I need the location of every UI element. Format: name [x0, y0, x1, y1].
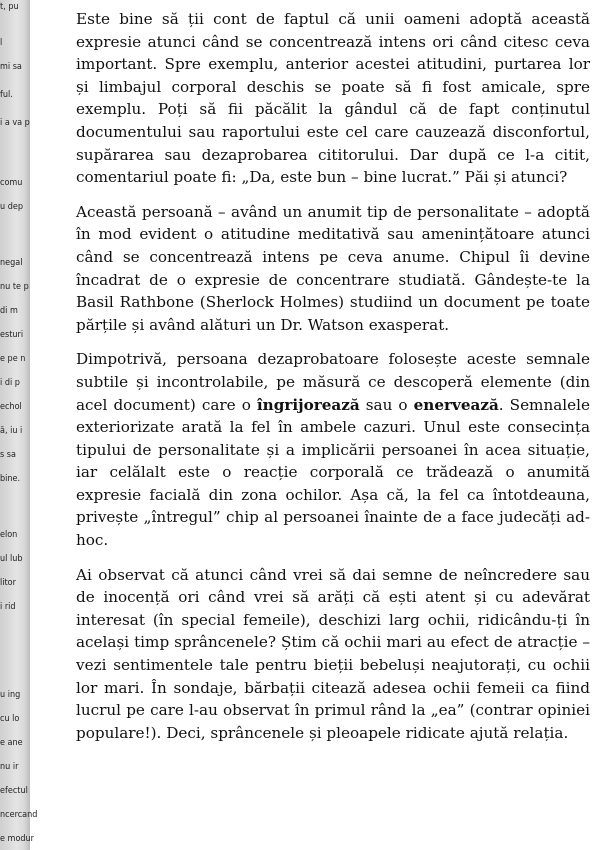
facing-page-fragment: nu te p	[0, 282, 29, 292]
facing-page-fragment: mi sa	[0, 62, 22, 72]
facing-page-fragment: efectul	[0, 786, 28, 796]
facing-page-fragment: i di p	[0, 378, 20, 388]
facing-page-fragment: comu	[0, 178, 23, 188]
text-run: Ai observat că atunci când vrei să dai semne de neîncredere sau de inocență ori când vrei să arăți că ești atent și cu adevărat interesat (în special femeile), deschizi larg ochii, ridicându-ți în același timp sprâncenele? Știm că ochii mari au efect de atracție – vezi sentimentele tale pentru bieții bebeluși neajutorați, cu ochii lor mari. În sondaje, bărbații citează adesea ochii femeii ca fiind lucrul pe care l-au observat în primul rând la „ea” (contrar opiniei populare!). Deci, sprâncenele și pleoapele ridicate ajută relația.	[76, 565, 590, 742]
facing-page-fragment: s sa	[0, 450, 16, 460]
text-run: . Semnalele exteriorizate arată la fel în ambele cazuri. Unul este consecința tipului de personalitate și a implicării persoanei în acea situație, iar celălalt este o reacție corporală ce trădează o anumită expresie facială din zona ochilor. Așa că, la fel ca întotdeauna, privește „întregul” chip al persoanei înainte de a face judecăți ad-hoc.	[76, 395, 590, 550]
facing-page-fragment: ful.	[0, 90, 13, 100]
facing-page-fragment: u dep	[0, 202, 23, 212]
facing-page-fragment: e modur	[0, 834, 34, 844]
page-text	[76, 8, 590, 756]
text-run: Dimpotrivă, persoana dezaprobatoare folosește aceste semnale subtile și incontrolabile, pe măsură ce descoperă elemente (din acel document) care o	[76, 350, 590, 414]
facing-page-fragment: esturi	[0, 330, 24, 340]
facing-page-fragment: cu lo	[0, 714, 20, 724]
facing-page-margin	[0, 0, 38, 850]
facing-page-fragment: ncercand	[0, 810, 38, 820]
paragraph	[76, 348, 590, 551]
facing-page-fragment: ul lub	[0, 554, 23, 564]
facing-page-fragment: litor	[0, 578, 16, 588]
text-run: Această persoană – având un anumit tip de personalitate – adoptă în mod evident o atitudine meditativă sau amenințătoare atunci când se concentrează intens pe ceva anume. Chipul îi devine încadrat de o expresie de concentrare studiată. Gândește-te la Basil Rathbone (Sherlock Holmes) studiind un document pe toate părțile și având alături un Dr. Watson exasperat.	[76, 202, 590, 334]
facing-page-fragment: nu ir	[0, 762, 19, 772]
facing-page-fragment: t, pu	[0, 2, 19, 12]
paragraph	[76, 201, 590, 337]
facing-page-fragment: ă, iu i	[0, 426, 23, 436]
facing-page-fragment: i a va p	[0, 118, 30, 128]
facing-page-fragment: i rid	[0, 602, 16, 612]
facing-page-fragment: e pe n	[0, 354, 26, 364]
facing-page-fragment: bine.	[0, 474, 21, 484]
facing-page-fragment: negal	[0, 258, 23, 268]
bold-text: enervează	[413, 395, 499, 414]
facing-page-fragment: di m	[0, 306, 18, 316]
facing-page-fragment: e ane	[0, 738, 23, 748]
text-run: Este bine să ții cont de faptul că unii oameni adoptă această expresie atunci când se concentrează intens ori când citesc ceva important. Spre exemplu, anterior acestei atitudini, purtarea lor și limbajul corporal deschis se poate să fi fost amicale, spre exemplu. Poți să fii păcălit la gândul că de fapt conținutul documentului sau raportului este cel care cauzează disconfortul, supărarea sau dezaprobarea cititorului. Dar după ce l-a citit, comentariul poate fi: „Da, este bun – bine lucrat.” Păi și atunci?	[76, 10, 590, 187]
paragraph	[76, 8, 590, 189]
facing-page-fragment: echol	[0, 402, 22, 412]
facing-page-fragment: u ing	[0, 690, 21, 700]
paragraph	[76, 564, 590, 745]
facing-page-fragment: l	[0, 38, 3, 48]
text-run: sau o	[359, 395, 414, 414]
facing-page-fragment: elon	[0, 530, 18, 540]
bold-text: îngrijorează	[256, 395, 360, 414]
